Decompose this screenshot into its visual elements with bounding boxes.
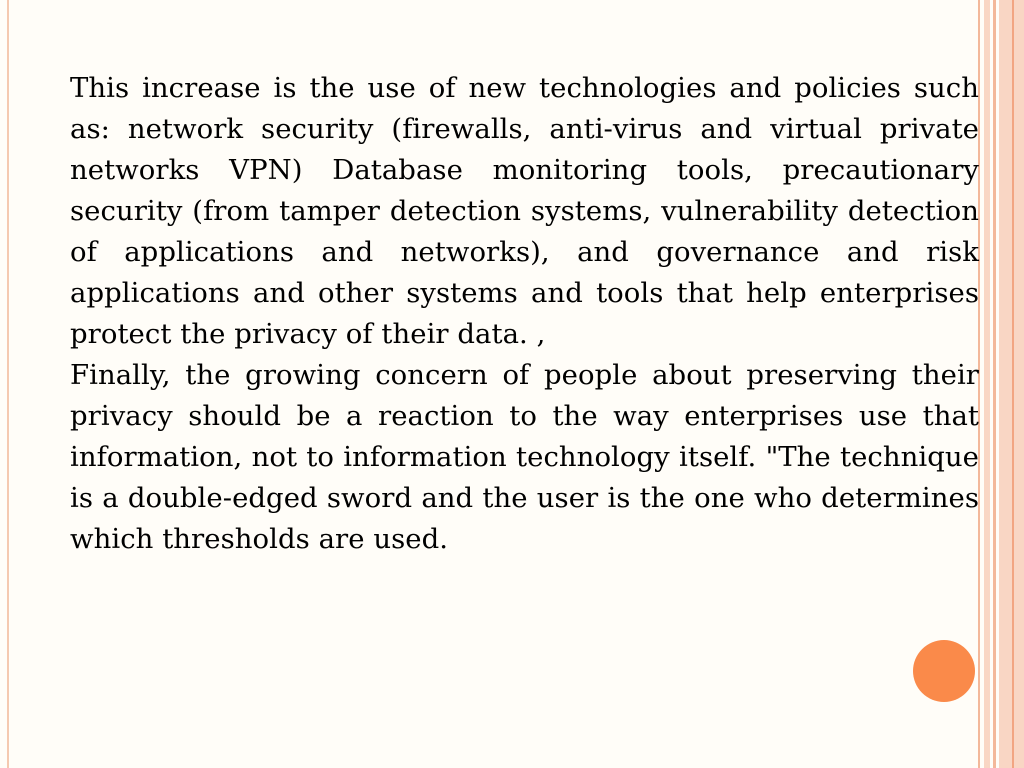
paragraph-2: Finally, the growing concern of people about preserving their privacy should be a reaction to the way enterprises use that information, not to information technology itself. "The technique is a double-edged sword and the user is the one who determines which thresholds are used. [70, 359, 979, 555]
orange-circle-decoration [913, 640, 975, 702]
right-stripe [984, 0, 990, 768]
right-stripe [1012, 0, 1014, 768]
slide-body-text [70, 68, 979, 560]
right-stripe [993, 0, 996, 768]
paragraph-1: This increase is the use of new technologies and policies such as: network security (firewalls, anti-virus and virtual private networks VPN) Database monitoring tools, precautionary security (from tamper detection systems, vulnerability detection of applications and networks), and governance and risk applications and other systems and tools that help enterprises protect the privacy of their data. , [70, 72, 979, 350]
left-border-line [7, 0, 9, 768]
